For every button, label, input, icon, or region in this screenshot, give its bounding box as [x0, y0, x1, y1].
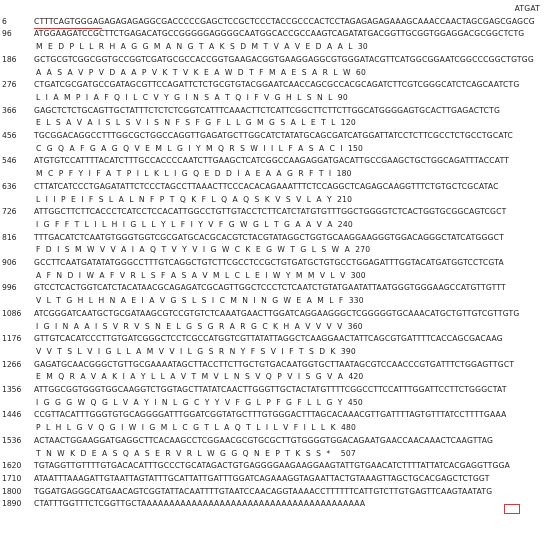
nucleotide-sequence: ATGGAAGATCCGCTTCTGAGACATGCCGGGGGAGGGGCAATGGCACCGCCAAGTCAGATATGACGGTTGCGGTGGAGGACGCGGCTCTG — [34, 29, 525, 39]
amino-acid-sequence: I G I N A A I S V R V S N E L G S G R A R G C K H A V V V V 360 — [36, 321, 363, 331]
amino-acid-sequence: P L H L G V Q G I W I G M L C G T L A Q T L I L V F I L L K 480 — [36, 423, 357, 433]
nucleotide-sequence: CTATTTGGTTTCTCGGTTGCTAAAAAAAAAAAAAAAAAAAAAAAAAAAAAAAAAAAAAAAA — [34, 499, 366, 509]
nucleotide-position: 1356 — [2, 385, 22, 394]
nucleotide-position: 276 — [2, 80, 17, 90]
amino-acid-sequence: T N W K D E A S Q A S E R V R L W G G Q N E P T K S S * 507 — [36, 448, 356, 458]
nucleotide-line — [0, 17, 550, 27]
amino-acid-line — [0, 271, 550, 281]
amino-acid-sequence: L I I P E I F S L A L N F P T Q K F L Q A Q S K V S V L A Y 210 — [36, 194, 353, 204]
nucleotide-sequence: ATGTGTCCATTTTACATCTTTGCCACCCCAATCTTGAAGCTCATCGGCCAAGAGGATGACATTGCCGAAGCTGCTGGCAGATTTACCATT — [34, 156, 510, 166]
nucleotide-line — [0, 182, 550, 192]
nucleotide-line — [0, 131, 550, 141]
amino-acid-sequence: M C P F Y I F A T P I L K L I G Q E D D I A E A A G R F T I 180 — [36, 169, 352, 179]
amino-acid-line — [0, 347, 550, 357]
nucleotide-line — [0, 474, 550, 484]
nucleotide-line — [0, 385, 550, 395]
nucleotide-line — [0, 436, 550, 446]
amino-acid-sequence: E M Q R A V A K I A Y L L A V T M V L N S V Q P V I S G V A 420 — [36, 372, 364, 382]
nucleotide-position: 186 — [2, 54, 17, 64]
nucleotide-sequence: TTTGACATCTCAATGTGGGTGGTCGCGATGCACGCACGTCTACGTATAGGCTGGTGCAAGGAAGGGTGGACAGGGCTATCATGGGCT — [34, 232, 505, 242]
nucleotide-position: 1086 — [2, 308, 22, 318]
nucleotide-sequence: TGGATGAGGGCATGAACAGTCGGTATTACAATTTTGTAATCCAACAGGTAAAACCTTTTTTCATTGTCTTGTGAGTTCAAGTAATATG — [34, 486, 493, 496]
nucleotide-position: 96 — [2, 29, 12, 39]
amino-acid-line — [0, 169, 550, 179]
nucleotide-line — [0, 207, 550, 217]
nucleotide-line — [0, 29, 550, 39]
amino-acid-line — [0, 42, 550, 52]
amino-acid-sequence: V L T G H L H N A E I A V G S L S I C M N I N G W E A M L F 330 — [36, 296, 364, 306]
nucleotide-line — [0, 410, 550, 420]
nucleotide-sequence: CTTTCAGTGGGAGAGAGAGAGGCGACCCCCGAGCTCCGCTCCCTACCGCCCACTCCTAGAGAGAGAAAGCAAACCAACTAGCGAGCGAGCG — [34, 16, 535, 26]
nucleotide-sequence: GCCTTCAATGATATATGGGCCTTTGTCAGGCTGTCTTCGCCTCCGCTGTGATGCTGTGCCTGGAGATTTGGTACATGATGGTCCTCGTA — [34, 258, 504, 267]
amino-acid-sequence: I G G G W Q G L V A Y I N L G C Y Y V F G L P F G F L L G Y 450 — [36, 397, 363, 407]
amino-acid-line — [0, 144, 550, 154]
nucleotide-sequence: ATTGGCGGTGGGTGGCAAGGTCTGGTAGCTTATATCAACTTGGGTTGCTACTATGTTTTCGGCCTTCCATTTGGATTCCTTCTGGGCTAT — [34, 385, 507, 394]
nucleotide-sequence: ATTGGCTTCTTCACCCTCATCCTCCACATTGGCCTGTTGTACCTCTTCATCTATGTGTTTGGCTGGGGTCTCACTGGTGCGGCAGTCGCT — [34, 207, 507, 217]
nucleotide-sequence: GTTGTCACATCCCTTGTGATCGGGCTCCTCGCCATGGTCGTTATATTAGGCTCAAGGAACTATTCAGCGTGATTTTCACCAGCGACAAG — [34, 334, 503, 344]
nucleotide-position: 1890 — [2, 499, 22, 509]
nucleotide-sequence: TGTAGGTTGTTTTGTGACACATTTGCCCTGCATAGACTGTGAGGGGAAGAAGGAAGTATTGTGAACATCTTTTATTATCACGAGGTTGGA — [34, 461, 511, 471]
amino-acid-line — [0, 372, 550, 382]
nucleotide-sequence: TGCGGACAGGCCTTTGGCGCTGGCCAGGTTGAGATGCTTGGCATCTATATGCAGCGATCATGGATTATCCTCTTCGCCTCTGCCTGCATC — [34, 131, 514, 140]
nucleotide-position: 1710 — [2, 473, 22, 483]
nucleotide-line — [0, 4, 550, 14]
amino-acid-line — [0, 245, 550, 255]
amino-acid-line — [0, 423, 550, 433]
amino-acid-sequence: L I A M P I A F Q I L C V Y G I N S A T Q I F V G H L S N L 90 — [36, 92, 348, 102]
nucleotide-sequence: CTGATCGCGATGCCGATAGCGTTCCAGATTCTCTGCGTGTACGGAATCAACCAGCGCCACGCAGATCTTCGTCGGGCATCTCAGCAATCTG — [34, 80, 520, 90]
nucleotide-sequence: GCTGCGTCGGCGGTGCCGGTCGATGCGCCACCGGTGAAGACGGTGAAGGAGGCGTGGGATACGTTCATGGCGGAATCGGCCCGGCTGTGG — [34, 54, 534, 64]
stop-codon-box — [504, 504, 520, 514]
nucleotide-sequence: ATAATTTAAAGATTGTAATTAGTATTTGCATTATTGATTTGGATCAGAAAGGTAGAATTACTGTAAAGTTAGCTGCACGAGCTCTGGT — [34, 473, 490, 483]
amino-acid-sequence: A A S A V P V D A A P V K T V K E A W D T F M A E S A R L W 60 — [36, 67, 366, 77]
nucleotide-line — [0, 309, 550, 319]
nucleotide-sequence: GAGATGCAACGGGCTGTTGCGAAAATAGCTTACCTTCTTGCTGTGACAATGGTGCTTAATAGCGTCCAACCCGTGATTTCTGGAGTTGCT — [34, 359, 515, 369]
nucleotide-position: 636 — [2, 181, 17, 191]
amino-acid-line — [0, 296, 550, 306]
amino-acid-line — [0, 68, 550, 78]
nucleotide-position: 816 — [2, 232, 17, 242]
nucleotide-position: 1446 — [2, 410, 22, 420]
nucleotide-position: 6 — [2, 16, 7, 26]
nucleotide-position: 366 — [2, 105, 17, 115]
nucleotide-line — [0, 283, 550, 293]
nucleotide-position: 456 — [2, 131, 17, 140]
amino-acid-line — [0, 220, 550, 230]
nucleotide-sequence: GAGCTCTCTGCAGTTGCTATTTCTCTCTCGGTCATTTCAAACTTCTCATTCGGCTTCTTCTTGGCATGGGGAGTGCACTTGAGACTCTG — [34, 105, 501, 115]
nucleotide-sequence: ATGAT — [514, 4, 540, 13]
start-codon-underline — [34, 28, 102, 29]
nucleotide-position: 546 — [2, 156, 17, 166]
nucleotide-line — [0, 106, 550, 116]
amino-acid-sequence: F D I S M W V V A I A Q T V Y V I G W C K E G W T G L S W A 270 — [36, 245, 371, 255]
nucleotide-position: 1266 — [2, 359, 22, 369]
nucleotide-position: 1620 — [2, 461, 22, 471]
amino-acid-line — [0, 398, 550, 408]
nucleotide-line — [0, 461, 550, 471]
nucleotide-position: 726 — [2, 207, 17, 217]
nucleotide-line — [0, 55, 550, 65]
nucleotide-line — [0, 156, 550, 166]
amino-acid-sequence: A F N D I W A F V R L S F A S A V M L C L E I W Y M M V L V 300 — [36, 270, 366, 280]
amino-acid-sequence: V V T S L V I G L L A M V V I L G S R N Y F S V I F T S D K 390 — [36, 346, 356, 356]
nucleotide-sequence: GTCCTCACTGGTCATCTACATAACGCAGAGATCGCAGTTGGCTCCCTCTCAATCTGTATGAATATTAATGGGTGGGAAGCCATGTTGTTT — [34, 283, 506, 293]
nucleotide-line — [0, 360, 550, 370]
amino-acid-sequence: I G F F T L I L H I G L L Y L F I Y V F G W G L T G A A V A 240 — [36, 219, 353, 229]
nucleotide-sequence: ATCGGGATCAATGCTGCGATAAGCGTCCGTGTCTCAAATGAACTTGGATCAGGAAGGGCTCGGGGGTGCAAACATGCTGTTGTCGTTGTG — [34, 308, 520, 318]
nucleotide-line — [0, 334, 550, 344]
nucleotide-line — [0, 487, 550, 497]
amino-acid-line — [0, 118, 550, 128]
nucleotide-line — [0, 499, 550, 509]
nucleotide-line — [0, 233, 550, 243]
amino-acid-line — [0, 449, 550, 459]
nucleotide-sequence: CCGTTACATTTGGGTGTGCAGGGGATTTGGATCGGTATGCTTTGTGGGACTTTAGCACAAACGTTGATTTTAGTGTTTATCCTTTTGAAA — [34, 410, 507, 420]
nucleotide-line — [0, 258, 550, 268]
amino-acid-line — [0, 93, 550, 103]
nucleotide-position: 1536 — [2, 435, 22, 445]
nucleotide-position: 1800 — [2, 486, 22, 496]
nucleotide-sequence: CTTATCATCCCTGAGATATTCTCCCTAGCCTTAAACTTCCCACACAGAAATTTCTCCAGGCTCAGAGCAAGGTTTCTGTGCTCGCATAC — [34, 181, 499, 191]
amino-acid-sequence: C G Q A F G A G Q V E M L G I Y M Q R S W I I L F A S A C I 150 — [36, 143, 364, 153]
nucleotide-position: 996 — [2, 283, 17, 293]
nucleotide-line — [0, 80, 550, 90]
nucleotide-position: 1176 — [2, 334, 22, 344]
amino-acid-line — [0, 195, 550, 205]
amino-acid-line — [0, 322, 550, 332]
amino-acid-sequence: E L S A V A I S L S V I S N F S F G F L L G M G S A L E T L 120 — [36, 118, 356, 128]
amino-acid-sequence: M E D P L L R H A G G M A N G T A K S D M T V A V E D A A L 30 — [36, 42, 368, 52]
nucleotide-position: 906 — [2, 258, 17, 267]
nucleotide-sequence: ACTAACTGGAAGGATGAGGCTTCACAAGCCTCGGAACGCGTGCGCTTGTGGGGTGGACAGAATGAACCAACAAACTCAAGTTAG — [34, 435, 494, 445]
